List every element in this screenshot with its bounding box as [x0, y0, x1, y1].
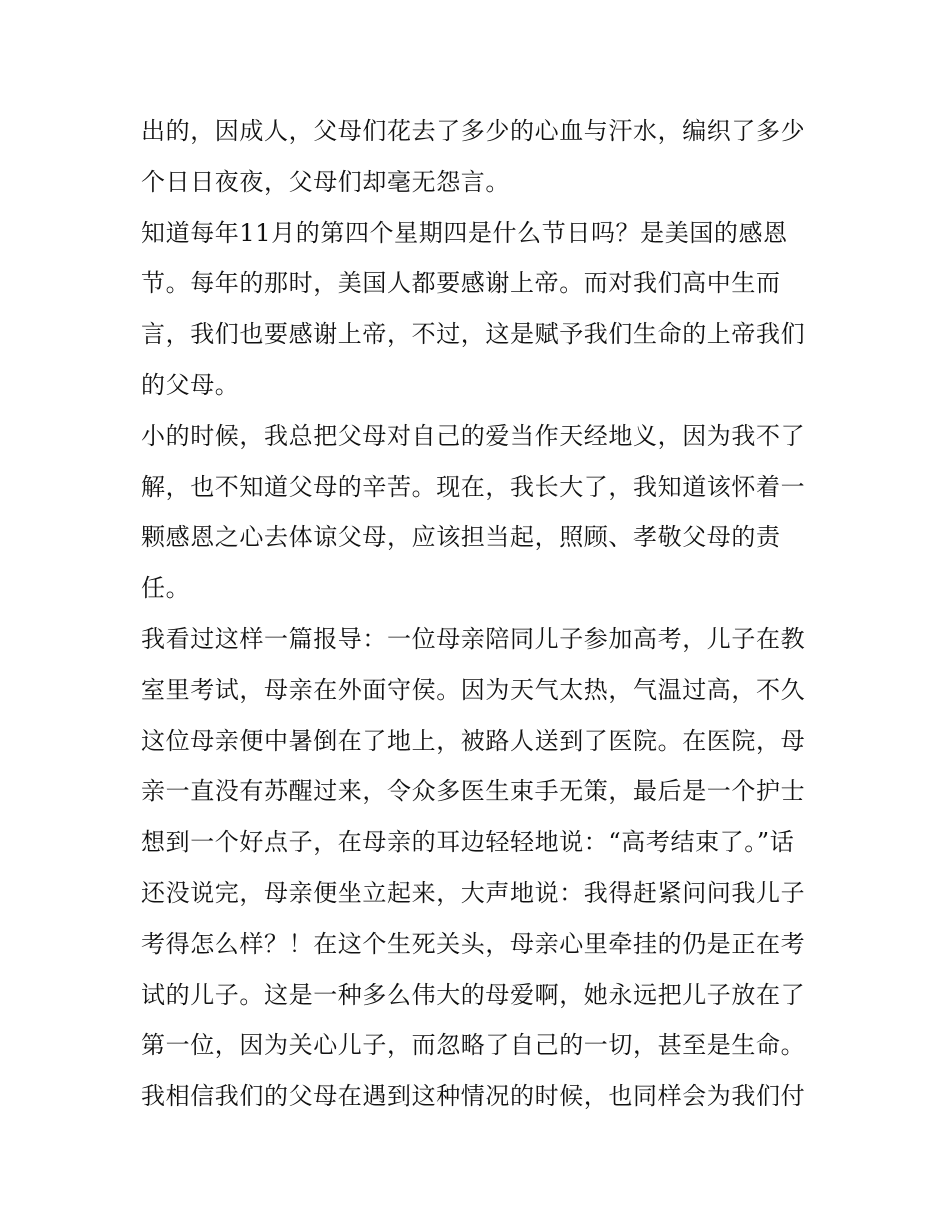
text-line: 的父母。: [141, 370, 240, 399]
document-body: [141, 106, 821, 1122]
text-line: 亲一直没有苏醒过来，令众多医生束手无策，最后是一个护士: [141, 777, 806, 806]
text-line: 还没说完，母亲便坐立起来，大声地说：我得赶紧问问我儿子: [141, 878, 806, 907]
text-line: 考得怎么样？！在这个生死关头，母亲心里牵挂的仍是正在考: [141, 929, 806, 958]
text-line: 颗感恩之心去体谅父母，应该担当起，照顾、孝敬父母的责: [141, 523, 781, 552]
text-line: 节。每年的那时，美国人都要感谢上帝。而对我们高中生而: [141, 269, 781, 298]
text-line: 想到一个好点子，在母亲的耳边轻轻地说：“高考结束了。”话: [141, 828, 795, 857]
text-line: 我看过这样一篇报导：一位母亲陪同儿子参加高考，儿子在教: [141, 624, 806, 653]
text-line: 试的儿子。这是一种多么伟大的母爱啊，她永远把儿子放在了: [141, 980, 806, 1009]
text-line: 第一位，因为关心儿子，而忽略了自己的一切，甚至是生命。: [141, 1031, 806, 1060]
text-line: 出的，因成人，父母们花去了多少的心血与汗水，编织了多少: [141, 117, 806, 145]
text-line: 室里考试，母亲在外面守侯。因为天气太热，气温过高，不久: [141, 675, 806, 704]
text-line: 个日日夜夜，父母们却毫无怨言。: [141, 167, 510, 196]
text-line: 我相信我们的父母在遇到这种情况的时候，也同样会为我们付: [141, 1082, 806, 1111]
text-line: 解，也不知道父母的辛苦。现在，我长大了，我知道该怀着一: [141, 472, 806, 501]
text-line: 任。: [141, 574, 191, 603]
text-line: 言，我们也要感谢上帝，不过，这是赋予我们生命的上帝我们: [141, 320, 806, 349]
text-line: 这位母亲便中暑倒在了地上，被路人送到了医院。在医院，母: [141, 726, 806, 755]
text-line: 知道每年11月的第四个星期四是什么节日吗？是美国的感恩: [141, 218, 788, 247]
text-line: 小的时候，我总把父母对自己的爱当作天经地义，因为我不了: [141, 421, 806, 450]
